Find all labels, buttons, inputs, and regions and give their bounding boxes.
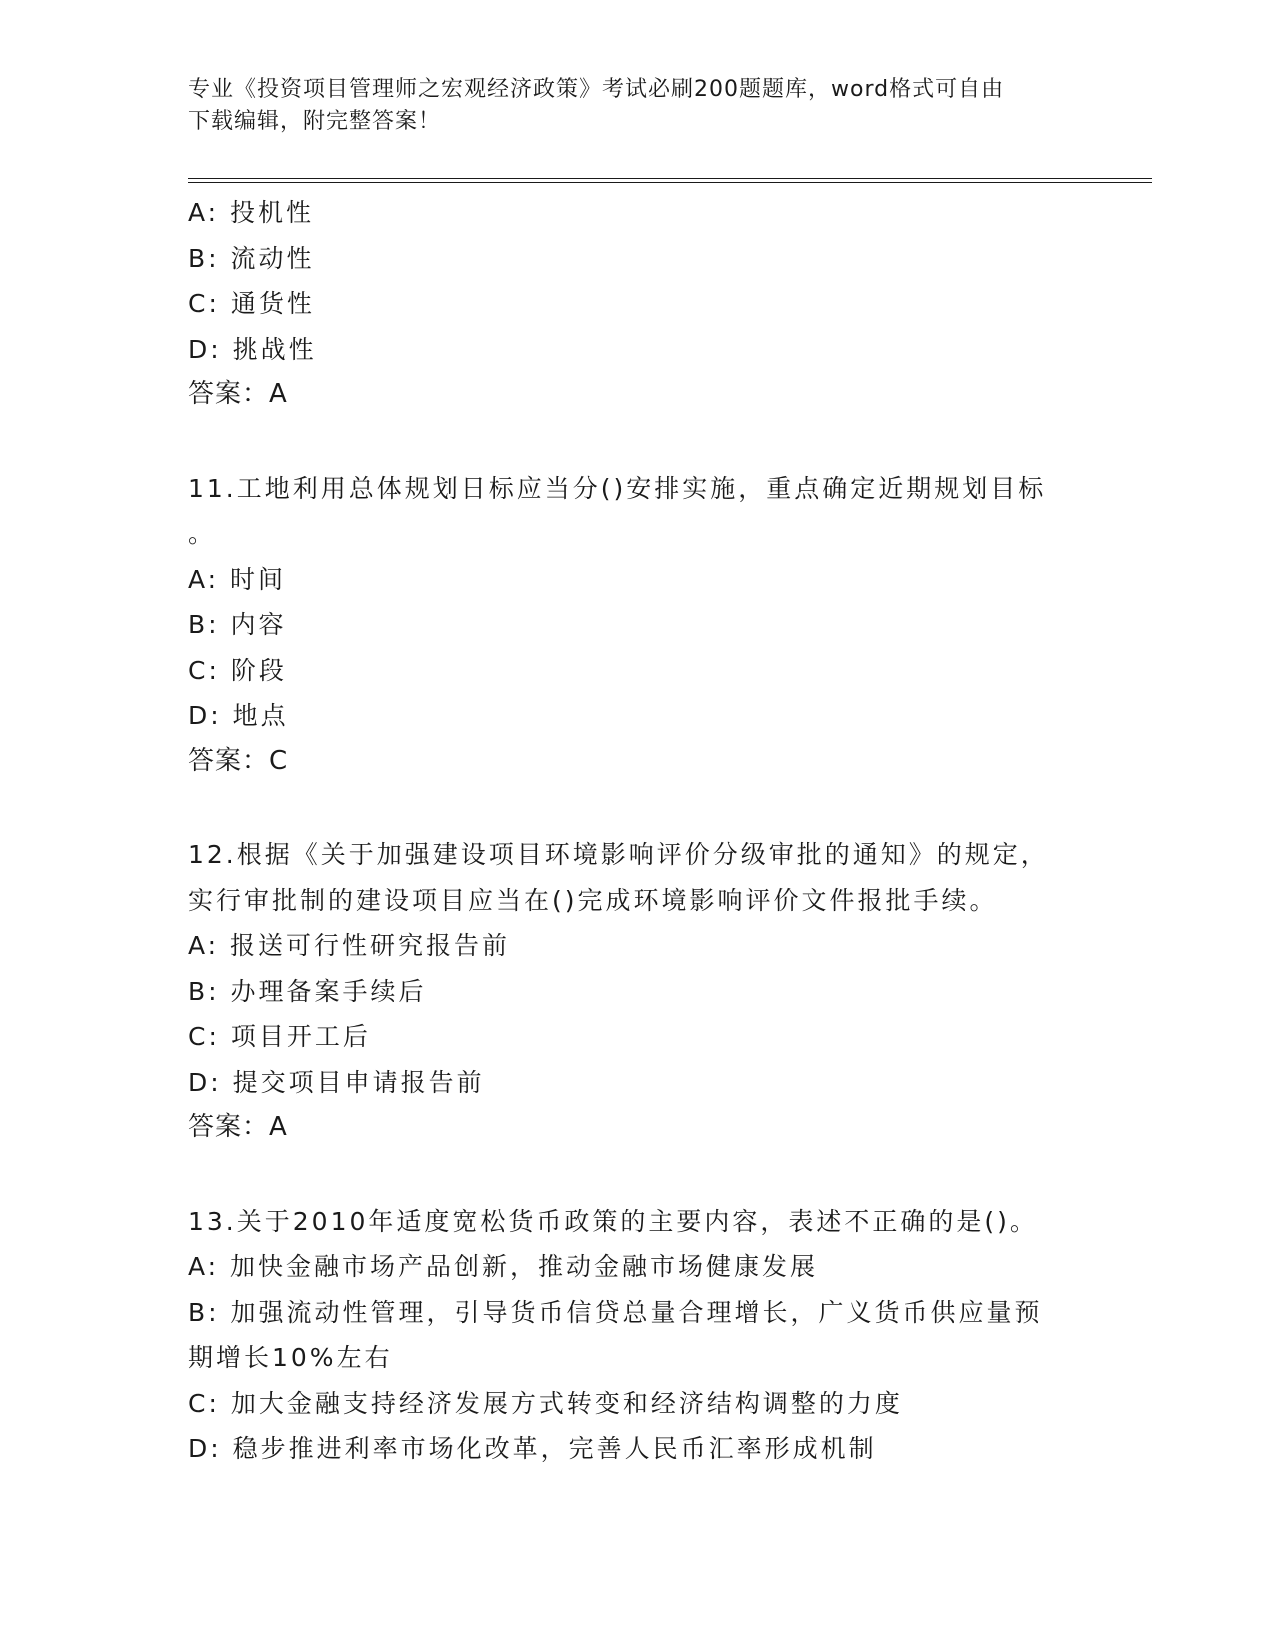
- header-line: 下载编辑，附完整答案！: [188, 109, 442, 134]
- option-c: C: 项目开工后: [188, 1022, 371, 1051]
- question-stem: 12.根据《关于加强建设项目环境影响评价分级审批的通知》的规定，: [188, 840, 1049, 869]
- option-c: C: 加大金融支持经济发展方式转变和经济结构调整的力度: [188, 1388, 903, 1418]
- option-b-continued: 期增长10%左右: [188, 1343, 393, 1372]
- question-stem: 11.工地利用总体规划日标应当分()安排实施，重点确定近期规划目标: [188, 473, 1047, 503]
- question-list: [188, 190, 1088, 1472]
- question-block: [188, 1199, 1088, 1472]
- answer-line: 答案：A: [188, 379, 288, 409]
- option-a: A: 报送可行性研究报告前: [188, 931, 511, 960]
- answer-line: 答案：A: [188, 1112, 288, 1142]
- option-a: A: 加快金融市场产品创新，推动金融市场健康发展: [188, 1252, 819, 1281]
- option-b: B: 内容: [188, 610, 287, 639]
- question-stem: 。: [188, 519, 217, 548]
- header-divider: [188, 178, 1152, 183]
- option-c: C: 通货性: [188, 289, 315, 318]
- option-d: D: 稳步推进利率市场化改革，完善人民币汇率形成机制: [188, 1434, 877, 1463]
- option-d: D: 挑战性: [188, 334, 317, 364]
- option-a: A: 时间: [188, 564, 287, 594]
- option-b: B: 办理备案手续后: [188, 976, 427, 1006]
- option-d: D: 地点: [188, 701, 289, 730]
- question-block: [188, 832, 1088, 1151]
- question-block: [188, 190, 1088, 418]
- option-d: D: 提交项目申请报告前: [188, 1067, 485, 1097]
- option-a: A: 投机性: [188, 198, 315, 227]
- page-header: [188, 74, 1088, 138]
- option-b: B: 流动性: [188, 243, 315, 273]
- question-stem: 实行审批制的建设项目应当在()完成环境影响评价文件报批手续。: [188, 885, 998, 915]
- option-c: C: 阶段: [188, 655, 287, 685]
- option-b: B: 加强流动性管理，引导货币信贷总量合理增长，广义货币供应量预: [188, 1297, 1043, 1327]
- header-line: 专业《投资项目管理师之宏观经济政策》考试必刷200题题库，word格式可自由: [188, 77, 1005, 102]
- question-block: [188, 466, 1088, 785]
- answer-line: 答案：C: [188, 745, 289, 776]
- question-stem: 13.关于2010年适度宽松货币政策的主要内容，表述不正确的是()。: [188, 1206, 1038, 1236]
